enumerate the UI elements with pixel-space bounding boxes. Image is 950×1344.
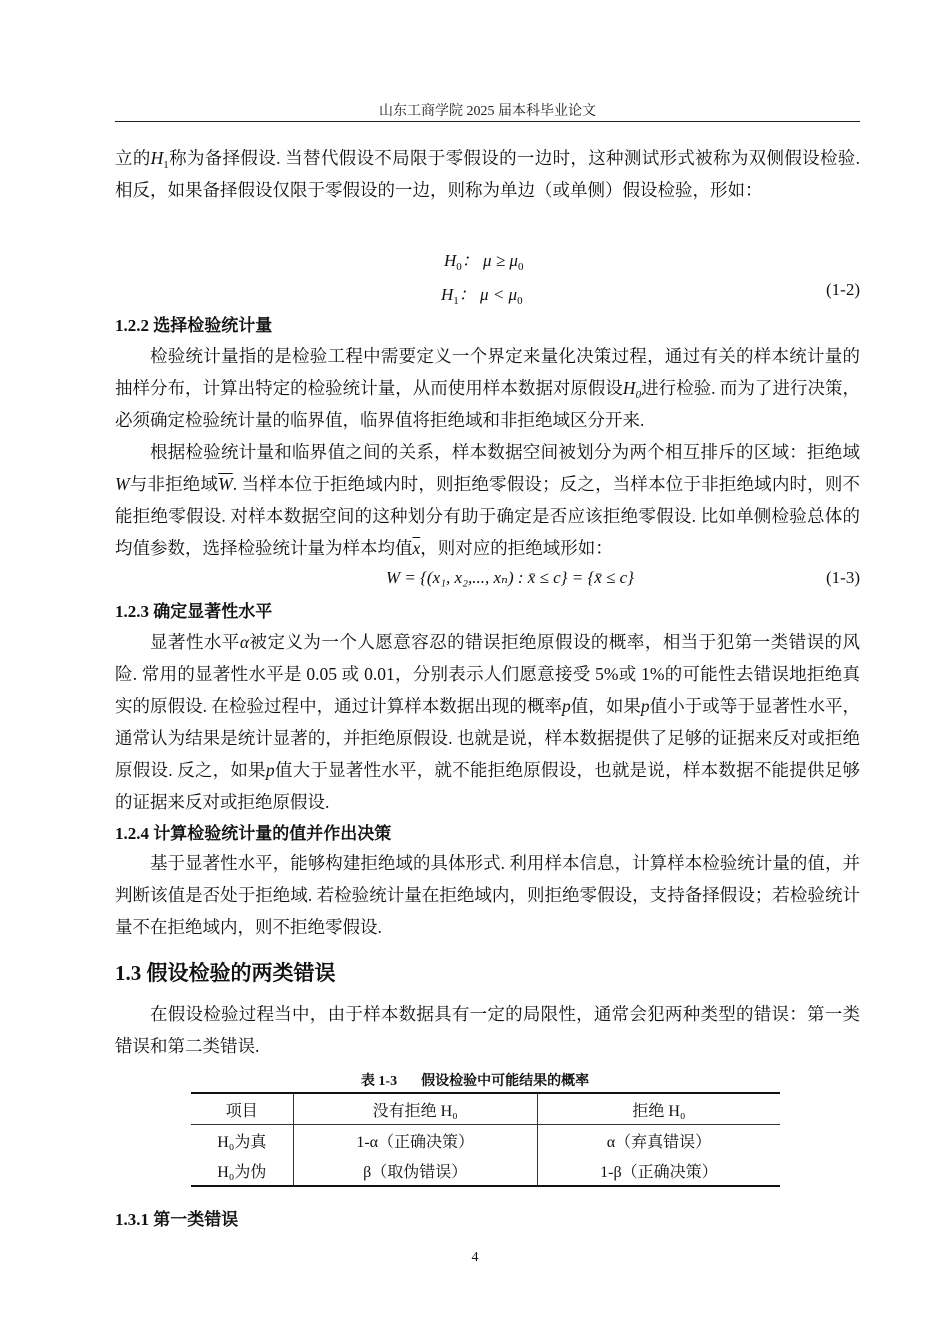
table-row (191, 1125, 780, 1156)
table-cell: 1-β（正确决策） (537, 1155, 780, 1186)
paragraph-test-statistic: 检验统计量指的是检验工程中需要定义一个界定来量化决策过程，通过有关的样本统计量的抽样分布，计算出特定的检验统计量，从而使用样本数据对原假设$H_0$进行检验. 而为了进行决策，必须确定检验统计量的临界值，临界值将拒绝域和非拒绝域区分开来. (115, 346, 861, 430)
paragraph-two-errors: 在假设检验过程当中，由于样本数据具有一定的局限性，通常会犯两种类型的错误：第一类错误和第二类错误. (115, 1004, 860, 1056)
equation-number: (1-2) (826, 280, 860, 299)
paragraph-significance: 显著性水平α被定义为一个人愿意容忍的错误拒绝原假设的概率，相当于犯第一类错误的风险. 常用的显著性水平是 0.05 或 0.01，分别表示人们愿意接受 5%或 1%的可能性去错误地拒绝真实的原假设. 在检验过程中，通过计算样本数据出现的概率p值，如果p值小于或等于显著性水平，通常认为结果是统计显著的，并拒绝原假设. 也就是说，样本数据提供了足够的证据来反对或拒绝原假设. 反之，如果p值大于显著性水平，就不能拒绝原假设，也就是说，样本数据不能提供足够的证据来反对或拒绝原假设. (115, 632, 861, 812)
section-heading-1-3-1: 1.3.1 第一类错误 (115, 1210, 239, 1229)
table-cell: H₀为伪 (217, 1163, 267, 1181)
paragraph-rejection-region: 根据检验统计量和临界值之间的关系，样本数据空间被划分为两个相互排斥的区域：拒绝域W与非拒绝域$\overline{W}$. 当样本位于拒绝域内时，则拒绝零假设；反之，当样本位于非拒绝域内时，则不能拒绝零假设. 对样本数据空间的这种划分有助于确定是否应该拒绝零假设. 比如单侧检验总体的均值参数，选择检验统计量为样本均值$\overline{x}$，则对应的拒绝域形如： (115, 442, 861, 558)
table-header-row (191, 1093, 780, 1125)
table-cell: α（弃真错误） (537, 1125, 780, 1156)
equation-number: (1-3) (826, 568, 860, 587)
equation-1-2-h0: $H_0$： $\mu \ge \mu_0$ (444, 251, 524, 273)
equation-1-2-h1: $H_1$： $\mu < \mu_0$ (441, 285, 523, 307)
table-cell: H₀为真 (217, 1133, 267, 1151)
table-cell: 1-α（正确决策） (293, 1125, 537, 1156)
outcome-probability-table (191, 1092, 780, 1187)
table-row (191, 1155, 780, 1186)
paragraph-intro: 立的$H_1$称为备择假设. 当替代假设不局限于零假设的一边时，这种测试形式被称为双侧假设检验. 相反，如果备择假设仅限于零假设的一边，则称为单边（或单侧）假设检验，形如： (115, 148, 860, 200)
table-cell: β（取伪错误） (293, 1155, 537, 1186)
paragraph-decision: 基于显著性水平，能够构建拒绝域的具体形式. 利用样本信息，计算样本检验统计量的值，并判断该值是否处于拒绝域. 若检验统计量在拒绝域内，则拒绝零假设，支持备择假设；若检验统计量不在拒绝域内，则不拒绝零假设. (115, 853, 860, 937)
table-header-cell: 没有拒绝 H₀ (293, 1093, 537, 1125)
section-heading-1-2-2: 1.2.2 选择检验统计量 (115, 316, 273, 335)
section-heading-1-2-4: 1.2.4 计算检验统计量的值并作出决策 (115, 824, 392, 843)
section-heading-1-2-3: 1.2.3 确定显著性水平 (115, 602, 273, 621)
table-caption: 表 1-3 假设检验中可能结果的概率 (360, 1074, 590, 1089)
running-header: 山东工商学院 2025 届本科毕业论文 (379, 104, 596, 119)
equation-1-3: W = {(x₁, x₂,..., xₙ) : x̄ ≤ c} = {x̄ ≤ c} (386, 568, 634, 587)
page-number: 4 (471, 1250, 479, 1265)
section-heading-1-3: 1.3 假设检验的两类错误 (115, 961, 336, 985)
table-header-cell: 拒绝 H₀ (537, 1093, 780, 1125)
header-rule (115, 121, 860, 122)
table-header-cell: 项目 (191, 1093, 293, 1125)
